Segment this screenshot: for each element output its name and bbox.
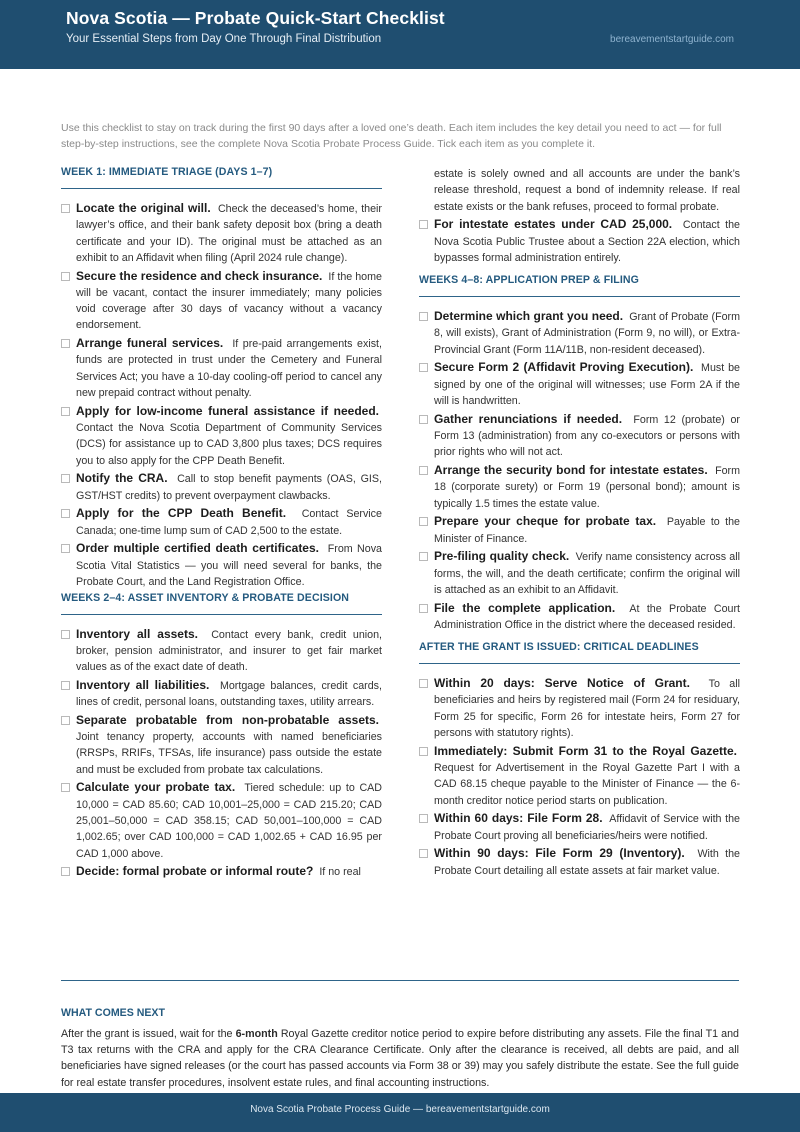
checkbox[interactable] xyxy=(419,517,428,526)
checklist-item: Determine which grant you need. Grant of Probate (Form 8, will exists), Grant of Administration (Form 9, no will), or Extra-Provincial Grant (Form 11A/11B, non-resident deceased). xyxy=(419,308,740,358)
checkbox[interactable] xyxy=(61,509,70,518)
checklist-item: Separate probatable from non-probatable assets. Joint tenancy property, accounts with named beneficiaries (RRSPs, RRIFs, TFSAs, life insurance) pass outside the estate and must be excluded from probate tax calculations. xyxy=(61,712,382,778)
checkbox[interactable] xyxy=(61,630,70,639)
checkbox[interactable] xyxy=(61,339,70,348)
checkbox[interactable] xyxy=(61,204,70,213)
checklist-item: Arrange the security bond for intestate estates. Form 18 (corporate surety) or Form 19 (personal bond); amount is typically 1.5 times the estate value. xyxy=(419,462,740,512)
checkbox[interactable] xyxy=(419,466,428,475)
checklist-item: Order multiple certified death certificates. From Nova Scotia Vital Statistics — you will need several for banks, the Probate Court, and the Land Registration Office. xyxy=(61,540,382,590)
checklist-item: Inventory all assets. Contact every bank, credit union, broker, pension administrator, and insurer to get fair market values as of the exact date of death. xyxy=(61,626,382,676)
checklist-item: Pre-filing quality check. Verify name consistency across all forms, the will, and the death certificate; confirm the original will is attached as an exhibit to an Affidavit. xyxy=(419,548,740,598)
checkbox[interactable] xyxy=(61,716,70,725)
checkbox[interactable] xyxy=(419,679,428,688)
checklist-item: File the complete application. At the Probate Court Administration Office in the district where the deceased resided. xyxy=(419,600,740,634)
checkbox[interactable] xyxy=(419,849,428,858)
checklist-item: Calculate your probate tax. Tiered schedule: up to CAD 10,000 = CAD 85.60; CAD 10,001–25,000 = CAD 215.20; CAD 25,001–50,000 = CAD 358.15; CAD 50,001–100,000 = CAD 1,002.65; over CAD 100,000 = CAD 1,002.65 + CAD 16.95 per CAD 1,000 above. xyxy=(61,779,382,861)
checkbox[interactable] xyxy=(61,407,70,416)
section-title-week2: WEEKS 2–4: ASSET INVENTORY & PROBATE DECISION xyxy=(61,592,382,615)
section-title-after-grant: AFTER THE GRANT IS ISSUED: CRITICAL DEADLINES xyxy=(419,641,740,664)
checklist-item: Inventory all liabilities. Mortgage balances, credit cards, lines of credit, personal loans, outstanding taxes, utility arrears. xyxy=(61,677,382,711)
checkbox[interactable] xyxy=(61,544,70,553)
checkbox[interactable] xyxy=(419,363,428,372)
checkbox[interactable] xyxy=(419,312,428,321)
checklist-item: Gather renunciations if needed. Form 12 (probate) or Form 13 (administration) from any co-executors or persons with prior rights who will not act. xyxy=(419,411,740,461)
checklist-item: Immediately: Submit Form 31 to the Royal Gazette. Request for Advertisement in the Royal Gazette Part I with a CAD 68.15 cheque payable to the Minister of Finance — the 6-month creditor notice period starts on publication. xyxy=(419,743,740,809)
checklist-item: For intestate estates under CAD 25,000. Contact the Nova Scotia Public Trustee about a Section 22A election, which bypasses formal administration entirely. xyxy=(419,216,740,266)
left-column xyxy=(61,166,382,882)
what-comes-next-body: After the grant is issued, wait for the 6-month Royal Gazette creditor notice period to expire before distributing any assets. File the final T1 and T3 tax returns with the CRA and apply for the CRA Clearance Certificate. Only after the clearance is received, all debts are paid, and all beneficiaries have signed releases (or the court has passed accounts via Form 38 or 39) may you safely distribute the estate. See the full guide for real estate transfer procedures, insolvent estate rules, and final accounting instructions. xyxy=(61,1028,739,1089)
checkbox[interactable] xyxy=(419,415,428,424)
checklist-item: Apply for the CPP Death Benefit. Contact Service Canada; one-time lump sum of CAD 2,500 to the estate. xyxy=(61,505,382,539)
checkbox[interactable] xyxy=(61,681,70,690)
checkbox[interactable] xyxy=(61,272,70,281)
section-title-week4: WEEKS 4–8: APPLICATION PREP & FILING xyxy=(419,274,740,297)
checklist-item: Within 20 days: Serve Notice of Grant. To all beneficiaries and heirs by registered mail (Form 24 for residuary, Form 25 for specific, Form 26 for intestate heirs, Form 27 for persons with statutory rights). xyxy=(419,675,740,741)
page-footer: Nova Scotia Probate Process Guide — bereavementstartguide.com xyxy=(0,1093,800,1132)
divider xyxy=(61,980,739,981)
checklist-item: Locate the original will. Check the deceased’s home, their lawyer’s office, and their bank safety deposit box (bring a death certificate and your ID). The original must be attached as an exhibit to an Affidavit when filing (April 2024 rule change). xyxy=(61,200,382,266)
checkbox[interactable] xyxy=(419,220,428,229)
checklist-item: Within 90 days: File Form 29 (Inventory). With the Probate Court detailing all estate assets at fair market value. xyxy=(419,845,740,879)
checkbox[interactable] xyxy=(419,604,428,613)
checklist-item-continued: estate is solely owned and all accounts are under the bank’s release threshold, request a bond of indemnity release. If real estate exists or the bank refuses, proceed to formal probate. xyxy=(434,168,740,213)
site-link[interactable]: bereavementstartguide.com xyxy=(610,34,734,45)
checklist-item: Decide: formal probate or informal route? If no real xyxy=(61,863,382,880)
checkbox[interactable] xyxy=(419,552,428,561)
checkbox[interactable] xyxy=(61,783,70,792)
right-column xyxy=(419,166,740,880)
intro-text: Use this checklist to stay on track during the first 90 days after a loved one’s death. Each item includes the key detail you need to act — for full step-by-step instructions, see the complete Nova Scotia Probate Process Guide. Tick each item as you complete it. xyxy=(61,122,722,150)
checklist-item: Arrange funeral services. If pre-paid arrangements exist, funds are protected in trust under the Cemetery and Funeral Services Act; you have a 10-day cooling-off period to cancel any new prepaid contract without penalty. xyxy=(61,335,382,401)
checklist-item: Apply for low-income funeral assistance if needed. Contact the Nova Scotia Department of Community Services (DCS) for assistance up to CAD 3,800 plus taxes; DCS requires you to also apply for the CPP Death Benefit. xyxy=(61,403,382,469)
checkbox[interactable] xyxy=(61,867,70,876)
what-comes-next-title: WHAT COMES NEXT xyxy=(61,1007,165,1019)
checkbox[interactable] xyxy=(419,814,428,823)
checkbox[interactable] xyxy=(419,747,428,756)
section-title-week1: WEEK 1: IMMEDIATE TRIAGE (DAYS 1–7) xyxy=(61,166,382,189)
checklist-item: Within 60 days: File Form 28. Affidavit of Service with the Probate Court proving all beneficiaries/heirs were notified. xyxy=(419,810,740,844)
page-header xyxy=(0,0,800,69)
page-subtitle: Your Essential Steps from Day One Through Final Distribution xyxy=(66,33,382,45)
checklist-item: Secure Form 2 (Affidavit Proving Execution). Must be signed by one of the original will witnesses; use Form 2A if the will is handwritten. xyxy=(419,359,740,409)
checklist-item: Notify the CRA. Call to stop benefit payments (OAS, GIS, GST/HST credits) to prevent overpayment clawbacks. xyxy=(61,470,382,504)
checklist-item: Prepare your cheque for probate tax. Payable to the Minister of Finance. xyxy=(419,513,740,547)
checklist-item: Secure the residence and check insurance. If the home will be vacant, contact the insurer immediately; many policies void coverage after 30 days of vacancy without a vacancy endorsement. xyxy=(61,268,382,334)
page-title: Nova Scotia — Probate Quick-Start Checklist xyxy=(66,8,445,28)
checkbox[interactable] xyxy=(61,474,70,483)
